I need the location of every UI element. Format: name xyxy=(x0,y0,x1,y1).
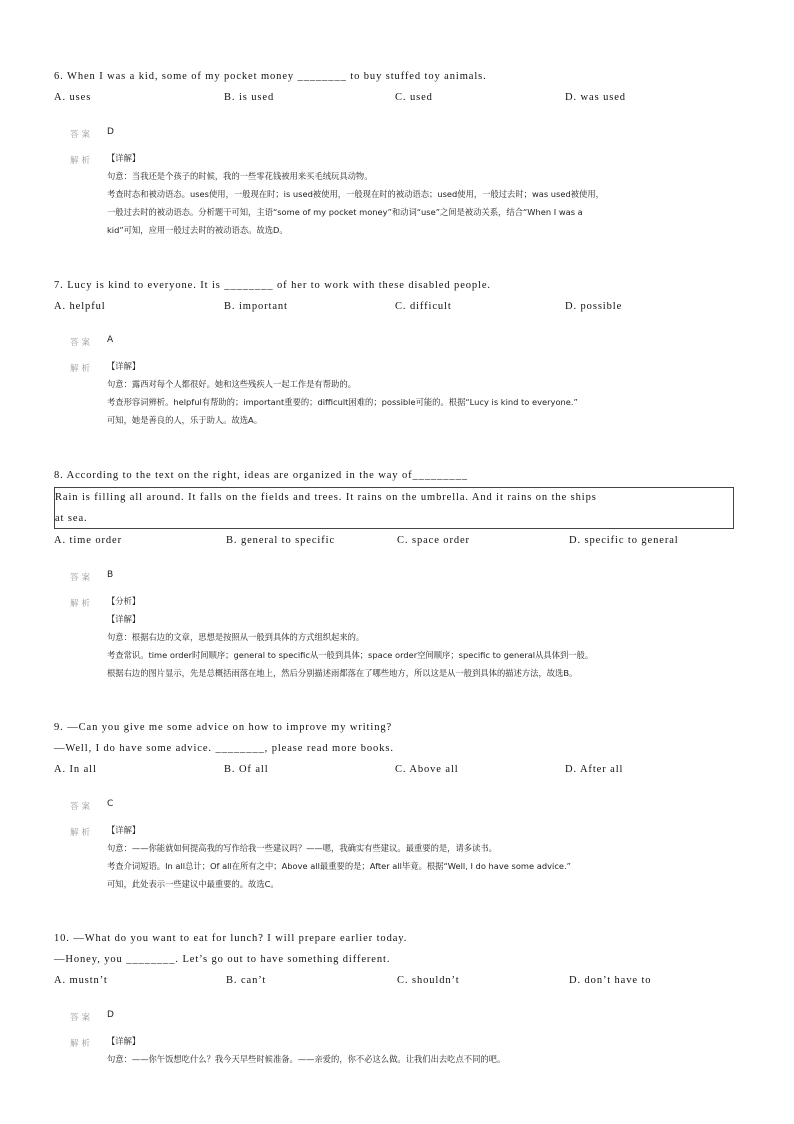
analysis-label: 解析 xyxy=(70,1039,94,1049)
question-10-answer: D xyxy=(107,1010,114,1020)
question-7-option-c: C. difficult xyxy=(395,301,452,312)
question-9-stem-line-1: 9. —Can you give me some advice on how to improve my writing? xyxy=(54,722,393,733)
explanation-line: 【详解】 xyxy=(107,1036,141,1046)
passage-line: Rain is filling all around. It falls on the fields and trees. It rains on the umbrella. And it rains on the ships xyxy=(55,492,597,503)
explanation-line: 【分析】 xyxy=(107,596,141,606)
explanation-line: 考查常识。time order时间顺序；general to specific从一般到具体；space order空间顺序；specific to general从具体到一般。 xyxy=(107,650,594,660)
explanation-line: 【详解】 xyxy=(107,825,141,835)
question-9-answer: C xyxy=(107,799,114,809)
explanation-line: 句意：根据右边的文章，思想是按照从一般到具体的方式组织起来的。 xyxy=(107,632,365,642)
question-10-stem-line-1: 10. —What do you want to eat for lunch? I will prepare earlier today. xyxy=(54,933,408,944)
question-10-stem-line-2: —Honey, you ________. Let’s go out to have something different. xyxy=(54,954,391,965)
explanation-line: 一般过去时的被动语态。分析题干可知，主语“some of my pocket money”和动词“use”之间是被动关系，结合“When I was a xyxy=(107,207,583,217)
question-8-option-d: D. specific to general xyxy=(569,535,679,546)
answer-label: 答案 xyxy=(70,338,94,348)
question-7-stem: 7. Lucy is kind to everyone. It is ________ of her to work with these disabled people. xyxy=(54,280,491,291)
question-10-explanation xyxy=(107,1032,505,1068)
question-8-explanation xyxy=(107,592,593,682)
question-6-option-c: C. used xyxy=(395,92,433,103)
question-8-option-c: C. space order xyxy=(397,535,470,546)
question-6-option-b: B. is used xyxy=(224,92,275,103)
question-9-option-c: C. Above all xyxy=(395,764,459,775)
question-6-option-a: A. uses xyxy=(54,92,92,103)
explanation-line: 考查形容词辨析。helpful有帮助的；important重要的；difficult困难的；possible可能的。根据“Lucy is kind to everyone.” xyxy=(107,397,578,407)
explanation-line: 【详解】 xyxy=(107,153,141,163)
explanation-line: 考查时态和被动语态。uses使用，一般现在时；is used被使用，一般现在时的被动语态；used使用，一般过去时；was used被使用， xyxy=(107,189,604,199)
explanation-line: 可知，她是善良的人，乐于助人。故选A。 xyxy=(107,415,263,425)
question-8-option-a: A. time order xyxy=(54,535,122,546)
answer-label: 答案 xyxy=(70,573,94,583)
question-7-option-b: B. important xyxy=(224,301,288,312)
passage-line: at sea. xyxy=(55,513,88,524)
question-7-answer: A xyxy=(107,335,114,345)
explanation-line: 句意：露西对每个人都很好。她和这些残疾人一起工作是有帮助的。 xyxy=(107,379,356,389)
answer-label: 答案 xyxy=(70,1013,94,1023)
question-9-option-b: B. Of all xyxy=(224,764,269,775)
question-8-answer: B xyxy=(107,570,114,580)
explanation-line: 【详解】 xyxy=(107,614,141,624)
explanation-line: kid”可知，应用一般过去时的被动语态。故选D。 xyxy=(107,225,288,235)
question-10-option-b: B. can’t xyxy=(226,975,267,986)
question-6-stem: 6. When I was a kid, some of my pocket money ________ to buy stuffed toy animals. xyxy=(54,71,487,82)
question-9-explanation xyxy=(107,821,571,893)
question-6-explanation xyxy=(107,149,604,239)
passage-box xyxy=(54,487,734,529)
question-9-stem-line-2: —Well, I do have some advice. ________, please read more books. xyxy=(54,743,394,754)
question-10-option-a: A. mustn’t xyxy=(54,975,108,986)
analysis-label: 解析 xyxy=(70,599,94,609)
analysis-label: 解析 xyxy=(70,828,94,838)
answer-label: 答案 xyxy=(70,130,94,140)
question-7-explanation xyxy=(107,357,578,429)
analysis-label: 解析 xyxy=(70,156,94,166)
explanation-line: 考查介词短语。In all总计；Of all在所有之中；Above all最重要的是；After all毕竟。根据“Well, I do have some advice.” xyxy=(107,861,571,871)
question-8-stem: 8. According to the text on the right, ideas are organized in the way of_________ xyxy=(54,470,468,481)
analysis-label: 解析 xyxy=(70,364,94,374)
question-10-option-d: D. don’t have to xyxy=(569,975,652,986)
explanation-line: 句意：当我还是个孩子的时候，我的一些零花钱被用来买毛绒玩具动物。 xyxy=(107,171,373,181)
explanation-line: 句意：——你午饭想吃什么？我今天早些时候准备。——亲爱的，你不必这么做。让我们出去吃点不同的吧。 xyxy=(107,1054,506,1064)
explanation-line: 可知，此处表示一些建议中最重要的。故选C。 xyxy=(107,879,279,889)
question-10-option-c: C. shouldn’t xyxy=(397,975,460,986)
question-7-option-d: D. possible xyxy=(565,301,623,312)
question-9-option-a: A. In all xyxy=(54,764,97,775)
question-8-option-b: B. general to specific xyxy=(226,535,336,546)
question-6-answer: D xyxy=(107,127,114,137)
question-6-option-d: D. was used xyxy=(565,92,626,103)
explanation-line: 根据右边的图片显示，先是总概括雨落在地上，然后分别描述雨都落在了哪些地方，所以这是从一般到具体的描述方法，故选B。 xyxy=(107,668,578,678)
question-7-option-a: A. helpful xyxy=(54,301,106,312)
explanation-line: 句意：——你能就如何提高我的写作给我一些建议吗？——嗯，我确实有些建议。最重要的是，请多读书。 xyxy=(107,843,497,853)
answer-label: 答案 xyxy=(70,802,94,812)
explanation-line: 【详解】 xyxy=(107,361,141,371)
question-9-option-d: D. After all xyxy=(565,764,624,775)
